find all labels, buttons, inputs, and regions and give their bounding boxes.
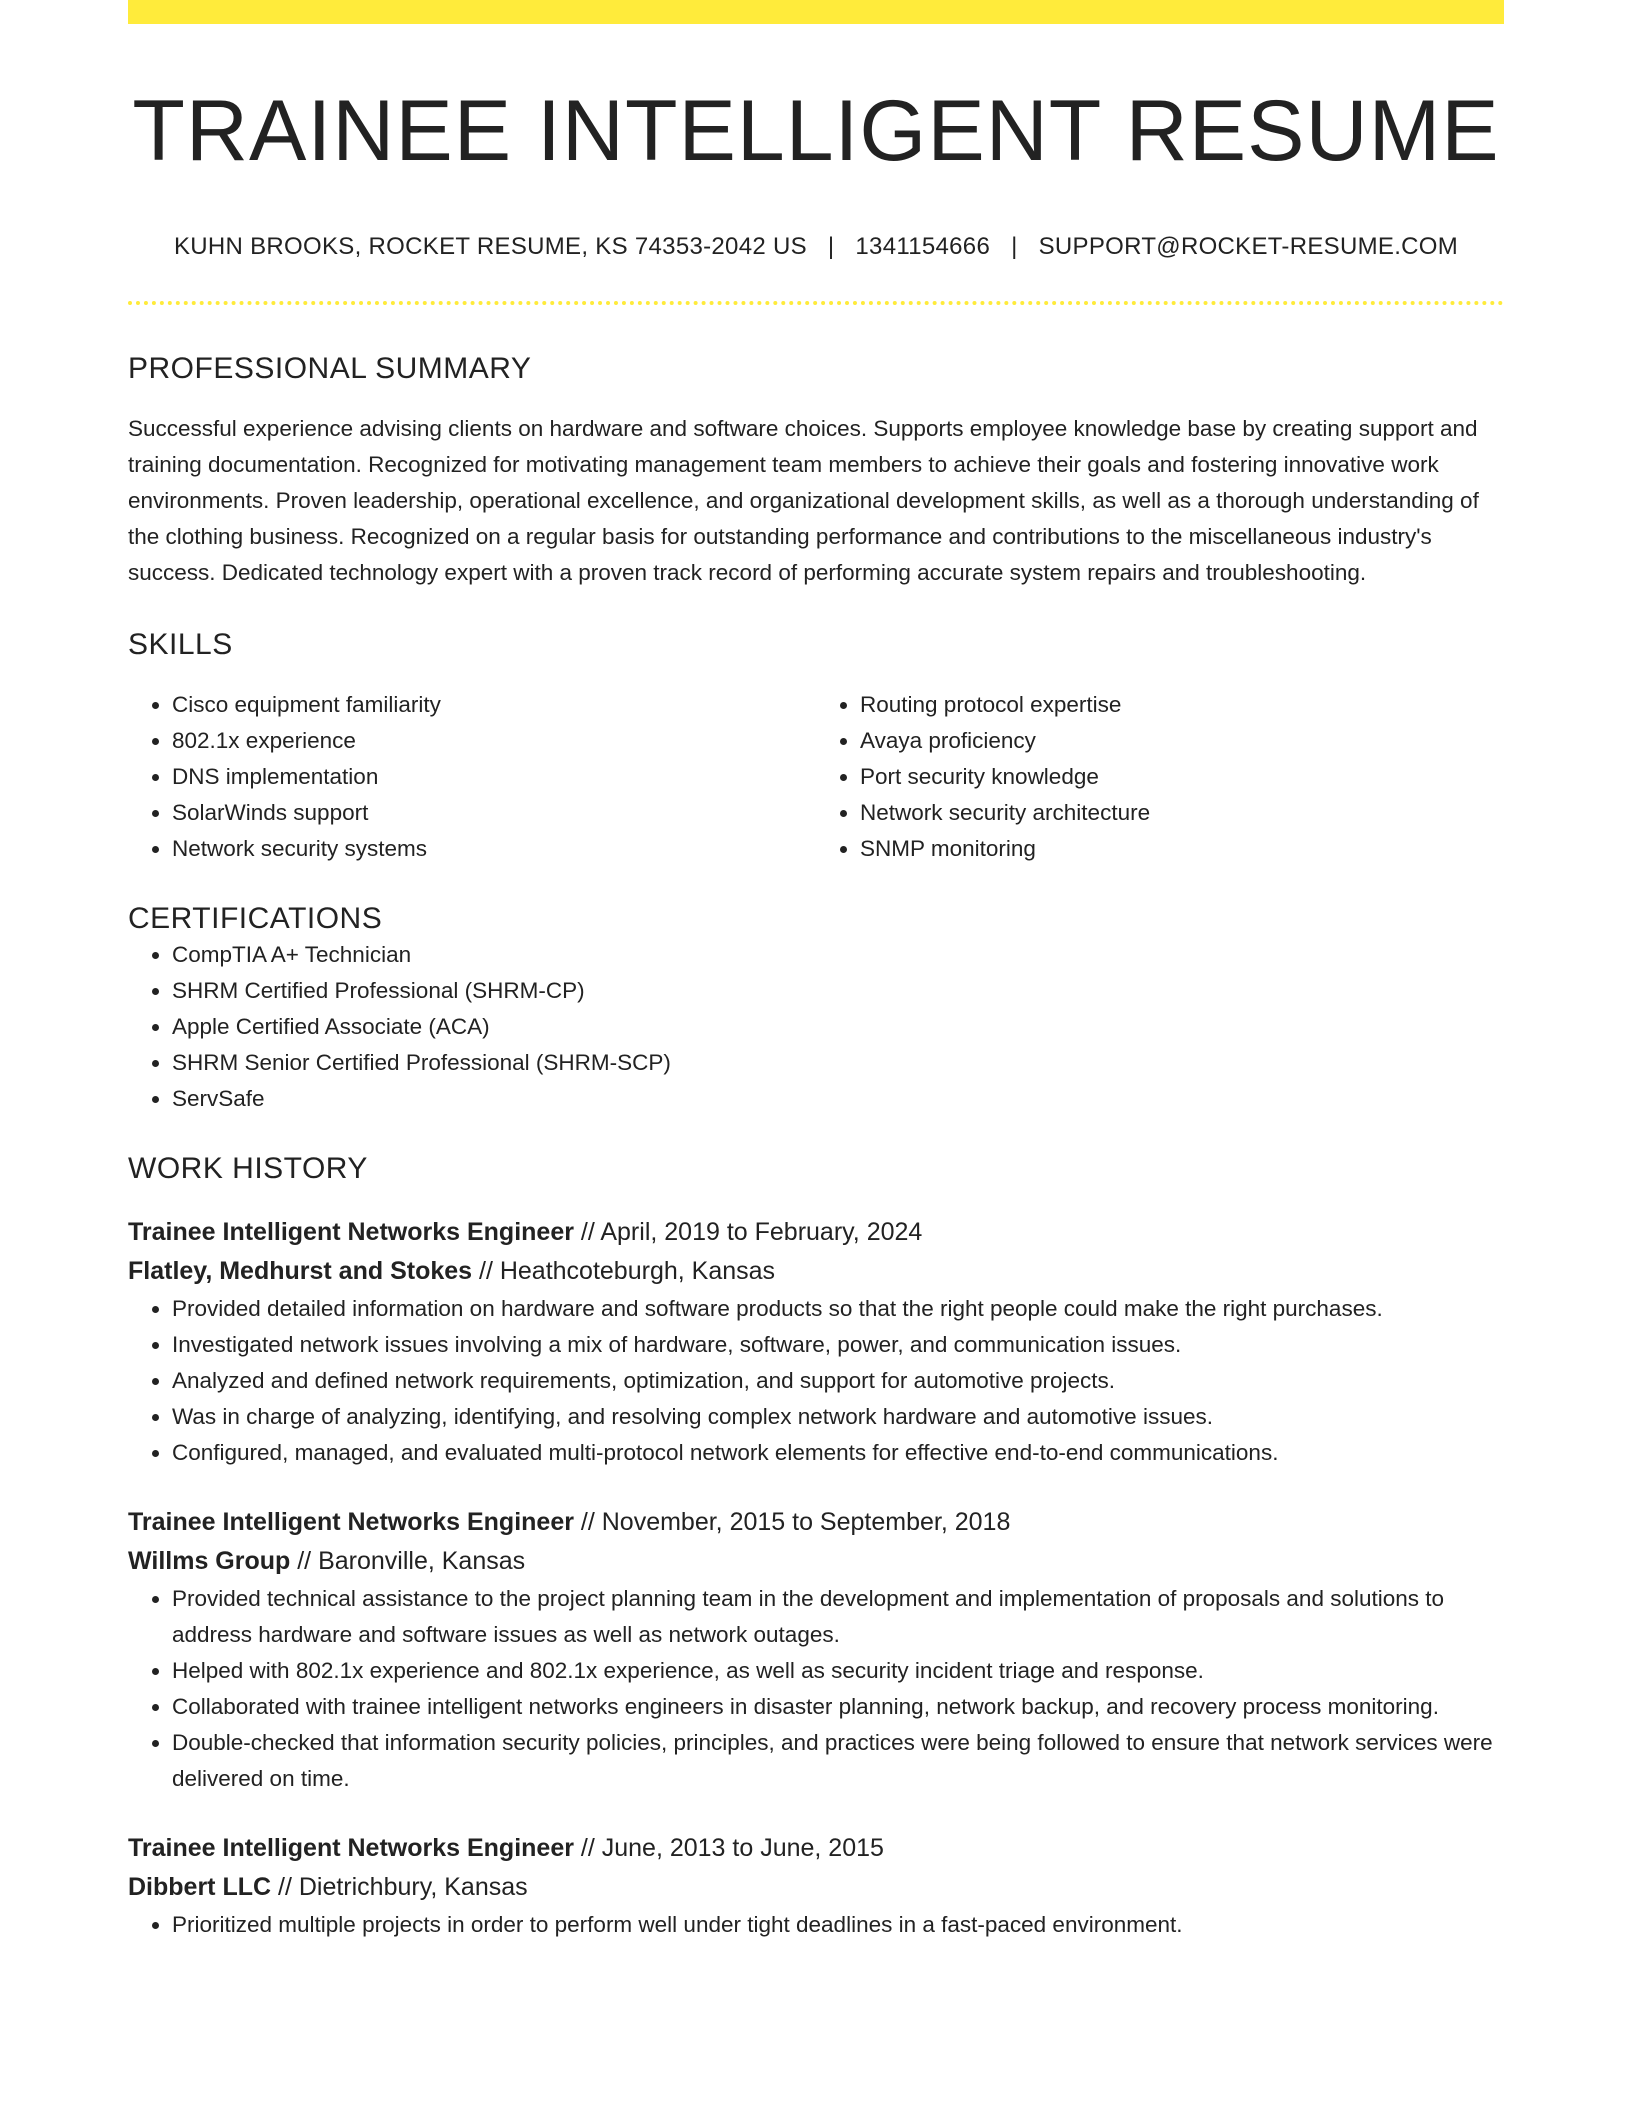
skill-item: • SNMP monitoring [860,831,1504,867]
resume-title: TRAINEE INTELLIGENT RESUME [132,83,1500,179]
job-company: Flatley, Medhurst and Stokes [128,1257,473,1286]
job-duty: • Was in charge of analyzing, identifying, and resolving complex network hardware and automotive issues. [172,1399,1504,1435]
job-duty: • Double-checked that information security policies, principles, and practices were being followed to ensure that network services were delivered on time. [172,1725,1504,1797]
certifications-heading: CERTIFICATIONS [128,902,383,936]
job-role-line [128,1829,1504,1868]
job-location: // Baronville, Kansas [290,1547,526,1576]
job-dates: // June, 2013 to June, 2015 [573,1834,884,1863]
contact-line [128,233,1504,262]
summary-heading: PROFESSIONAL SUMMARY [128,352,532,386]
work-history-heading: WORK HISTORY [128,1152,368,1186]
certification-item: • SHRM Certified Professional (SHRM-CP) [172,973,1504,1009]
job-duty: • Helped with 802.1x experience and 802.1x experience, as well as security incident triage and response. [172,1653,1504,1689]
job-dates: // April, 2019 to February, 2024 [573,1218,923,1247]
job-role: Trainee Intelligent Networks Engineer [128,1218,574,1247]
job-entry [128,1829,1504,1943]
job-location: // Dietrichbury, Kansas [271,1873,528,1902]
contact-address: KUHN BROOKS, ROCKET RESUME, KS 74353-2042 US [173,232,807,260]
job-duties-list [128,1581,1504,1797]
skill-item: • Network security architecture [860,795,1504,831]
skills-grid [128,687,1504,867]
job-company: Dibbert LLC [128,1873,272,1902]
skill-item: • Avaya proficiency [860,723,1504,759]
certification-item: • ServSafe [172,1081,1504,1117]
skill-item: • DNS implementation [172,759,816,795]
job-duty: • Collaborated with trainee intelligent networks engineers in disaster planning, network backup, and recovery process monitoring. [172,1689,1504,1725]
job-duty: • Provided technical assistance to the project planning team in the development and implementation of proposals and solutions to address hardware and software issues as well as network outages. [172,1581,1504,1653]
job-duty: • Prioritized multiple projects in order to perform well under tight deadlines in a fast-paced environment. [172,1907,1504,1943]
certification-item: • CompTIA A+ Technician [172,937,1504,973]
skill-item: • Routing protocol expertise [860,687,1504,723]
skill-item: • Cisco equipment familiarity [172,687,816,723]
skill-item: • 802.1x experience [172,723,816,759]
job-duty: • Configured, managed, and evaluated multi-protocol network elements for effective end-to-end communications. [172,1435,1504,1471]
contact-phone[interactable]: 1341154666 [855,232,991,260]
job-duties-list [128,1907,1504,1943]
resume-page [128,0,1504,1943]
skills-heading: SKILLS [128,628,233,662]
summary-text: Successful experience advising clients on hardware and software choices. Supports employee knowledge base by creating support and training documentation. Recognized for motivating management team members to achieve their goals and fostering innovative work environments. Proven leadership, operational excellence, and organizational development skills, as well as a thorough understanding of the clothing business. Recognized on a regular basis for outstanding performance and contributions to the miscellaneous industry's success. Dedicated technology expert with a proven track record of performing accurate system repairs and troubleshooting. [128,416,1479,586]
certification-item: • SHRM Senior Certified Professional (SHRM-SCP) [172,1045,1504,1081]
job-entry [128,1213,1504,1471]
job-company-line [128,1542,1504,1581]
job-dates: // November, 2015 to September, 2018 [573,1508,1011,1537]
skill-item: • SolarWinds support [172,795,816,831]
job-entry [128,1503,1504,1797]
contact-separator: | [1011,232,1018,260]
job-company-line [128,1252,1504,1291]
certification-item: • Apple Certified Associate (ACA) [172,1009,1504,1045]
certifications-list [128,937,1504,1117]
job-role: Trainee Intelligent Networks Engineer [128,1508,574,1537]
dotted-divider [128,301,1504,305]
job-role-line [128,1213,1504,1252]
skill-item: • Network security systems [172,831,816,867]
job-duty: • Provided detailed information on hardware and software products so that the right people could make the right purchases. [172,1291,1504,1327]
skill-item: • Port security knowledge [860,759,1504,795]
skills-list-left [128,687,816,867]
top-accent-bar [128,0,1504,24]
job-duties-list [128,1291,1504,1471]
job-duty: • Analyzed and defined network requirements, optimization, and support for automotive projects. [172,1363,1504,1399]
job-location: // Heathcoteburgh, Kansas [472,1257,776,1286]
job-company: Willms Group [128,1547,291,1576]
contact-separator: | [827,232,835,260]
skills-list-right [816,687,1504,867]
job-role: Trainee Intelligent Networks Engineer [128,1834,574,1863]
job-role-line [128,1503,1504,1542]
job-company-line [128,1868,1504,1907]
contact-email[interactable]: SUPPORT@ROCKET-RESUME.COM [1038,232,1459,260]
job-duty: • Investigated network issues involving a mix of hardware, software, power, and communication issues. [172,1327,1504,1363]
